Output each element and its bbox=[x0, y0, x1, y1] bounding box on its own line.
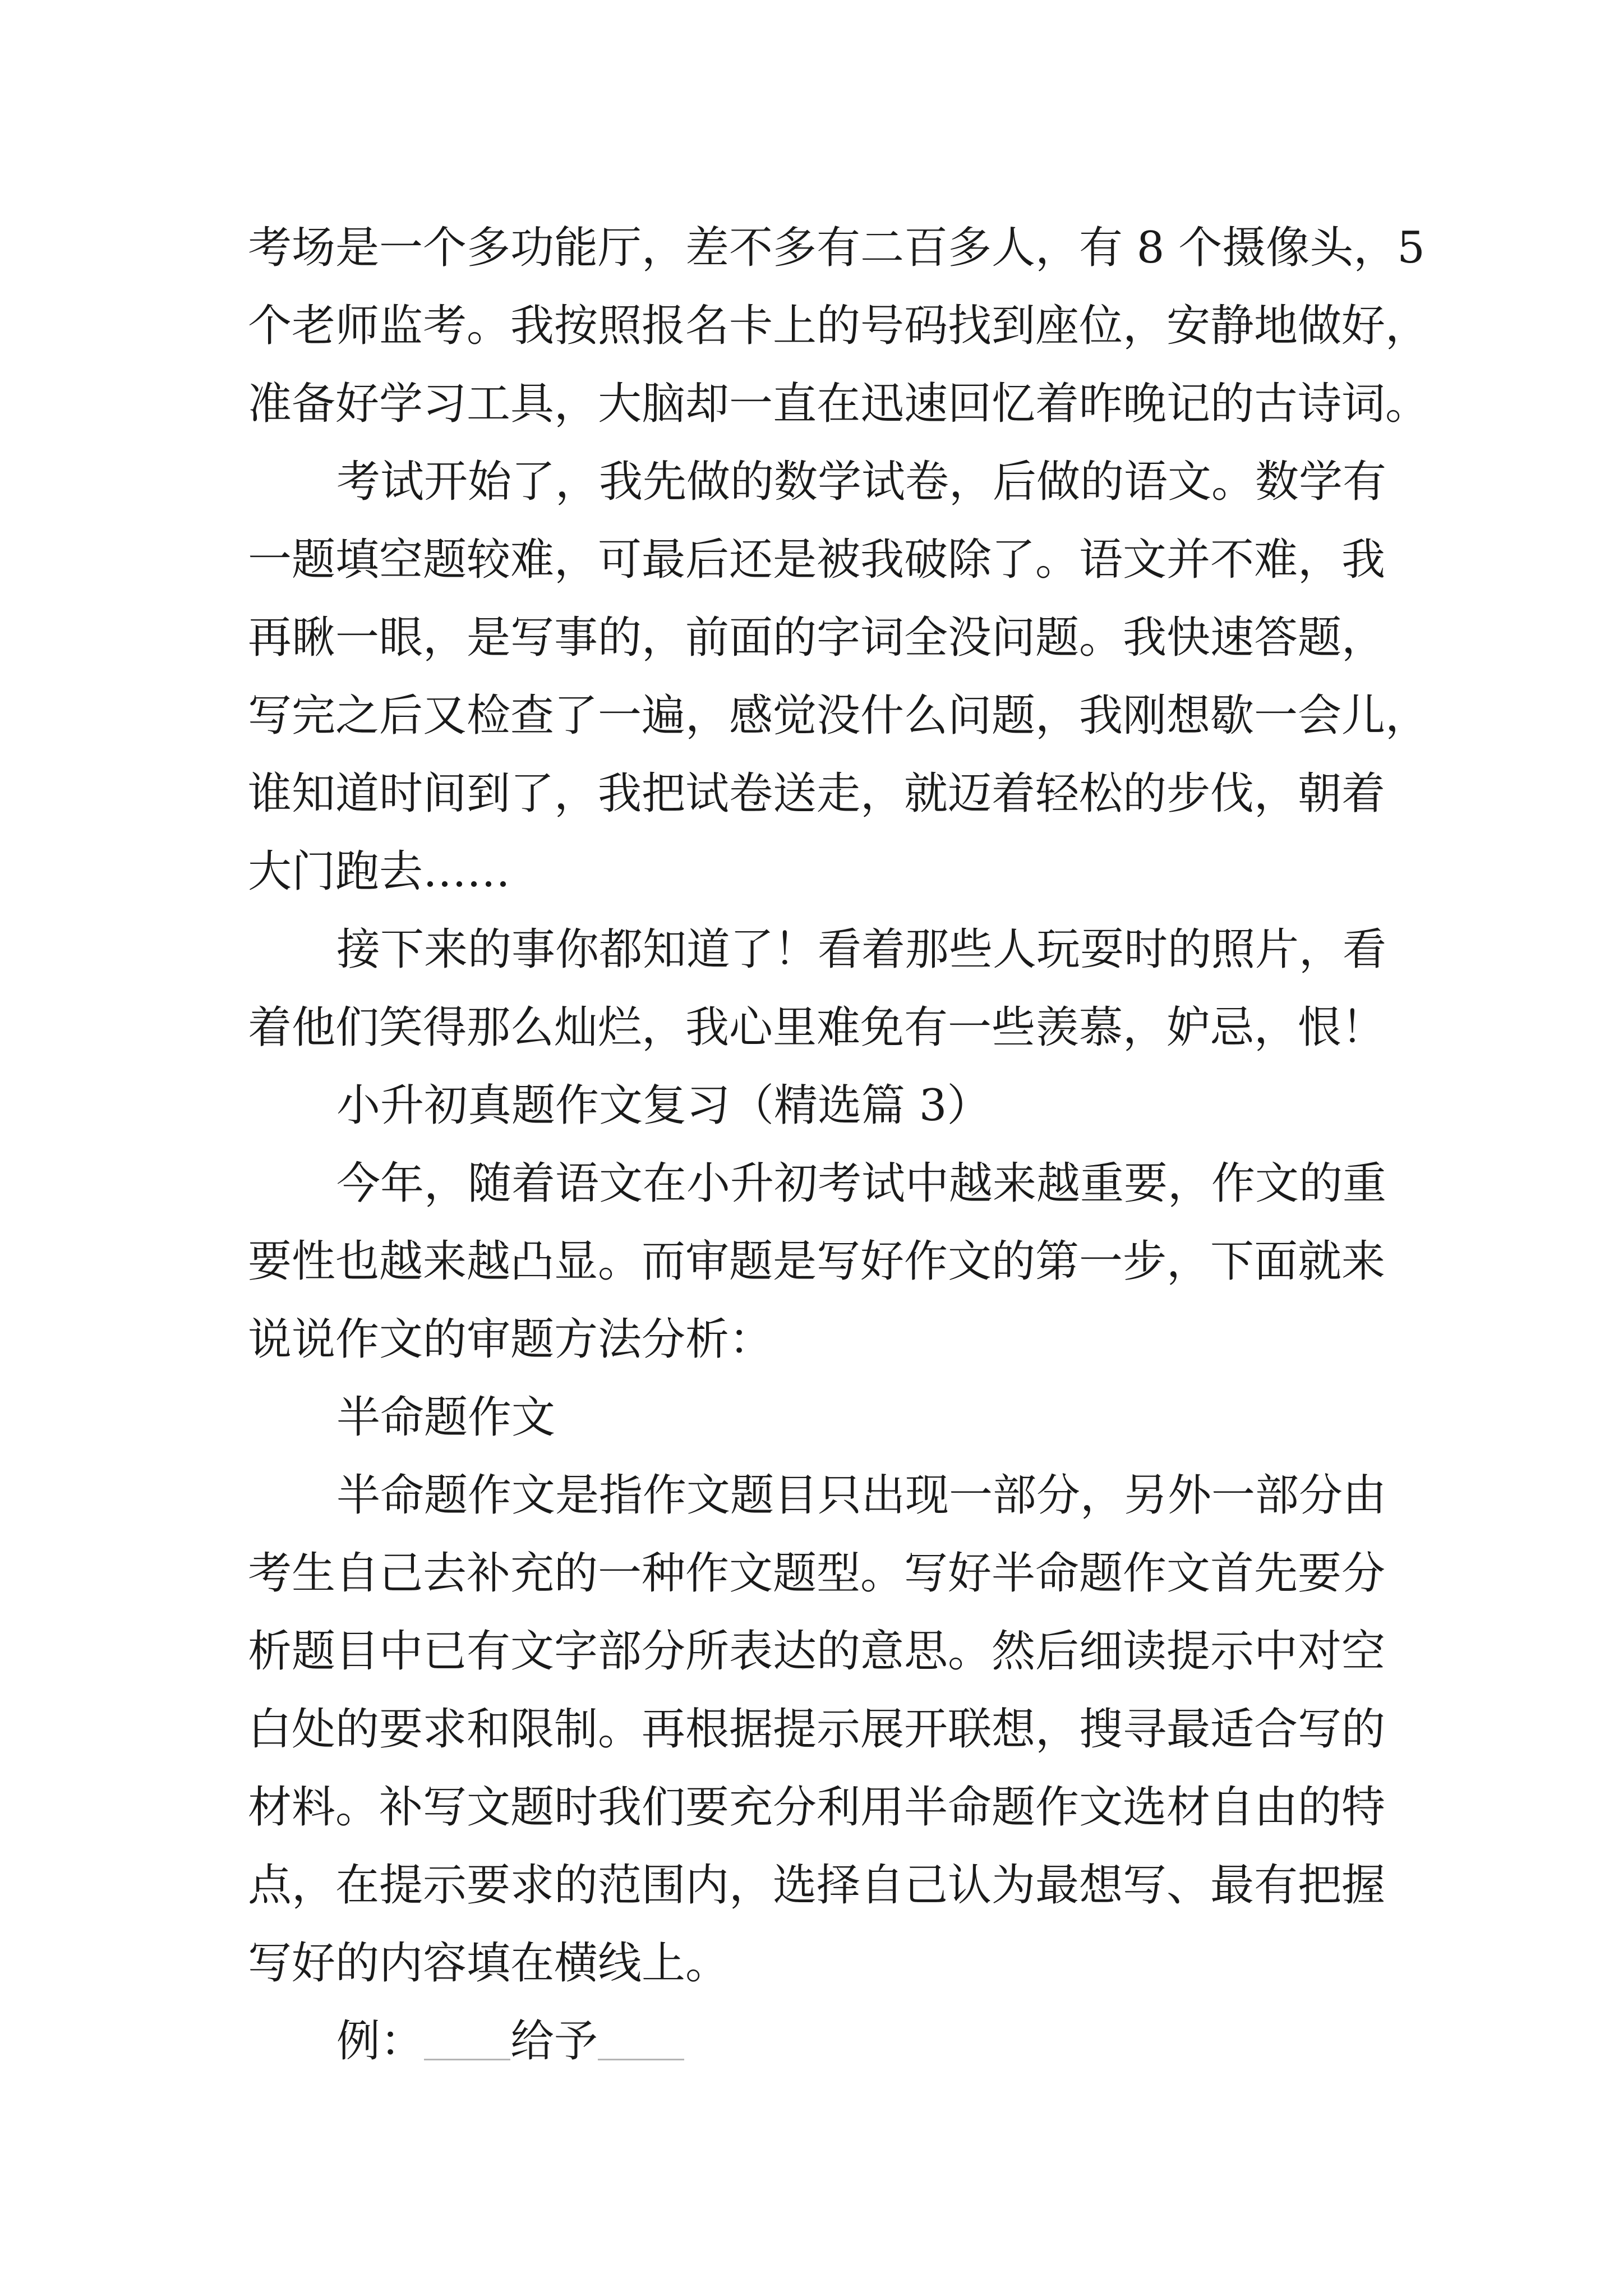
paragraph-line: 考试开始了，我先做的数学试卷，后做的语文。数学有 bbox=[336, 457, 1387, 507]
paragraph-line: 写完之后又检查了一遍，感觉没什么问题，我刚想歇一会儿， bbox=[248, 691, 1430, 741]
paragraph-line: 写好的内容填在横线上。 bbox=[248, 1938, 730, 1989]
paragraph-line: 接下来的事你都知道了！看着那些人玩耍时的照片，看 bbox=[336, 924, 1387, 975]
example-prefix: 例： bbox=[336, 2016, 425, 2067]
paragraph-line: 白处的要求和限制。再根据提示展开联想，搜寻最适合写的 bbox=[248, 1704, 1386, 1755]
paragraph-line: 谁知道时间到了，我把试卷送走，就迈着轻松的步伐，朝着 bbox=[248, 769, 1386, 819]
paragraph-line: 再瞅一眼，是写事的，前面的字词全没问题。我快速答题， bbox=[248, 613, 1386, 663]
paragraph-line: 点，在提示要求的范围内，选择自己认为最想写、最有把握 bbox=[248, 1860, 1386, 1911]
paragraph-line: 一题填空题较难，可最后还是被我破除了。语文并不难，我 bbox=[248, 535, 1386, 585]
paragraph-line: 材料。补写文题时我们要充分利用半命题作文选材自由的特 bbox=[248, 1782, 1386, 1833]
paragraph-line: 考场是一个多功能厅，差不多有二百多人，有 8 个摄像头，5 bbox=[248, 223, 1425, 273]
example-line bbox=[336, 2010, 684, 2072]
section-heading: 小升初真题作文复习（精选篇 3） bbox=[336, 1080, 991, 1131]
paragraph-line: 今年，随着语文在小升初考试中越来越重要，作文的重 bbox=[336, 1158, 1387, 1209]
paragraph-line: 析题目中已有文字部分所表达的意思。然后细读提示中对空 bbox=[248, 1626, 1386, 1677]
paragraph-line: 个老师监考。我按照报名卡上的号码找到座位，安静地做好， bbox=[248, 301, 1430, 351]
paragraph-line: 半命题作文是指作文题目只出现一部分，另外一部分由 bbox=[336, 1470, 1387, 1521]
paragraph-line: 准备好学习工具，大脑却一直在迅速回忆着昨晚记的古诗词。 bbox=[248, 379, 1430, 429]
fill-in-blank bbox=[424, 2015, 510, 2060]
subheading: 半命题作文 bbox=[336, 1392, 556, 1443]
example-middle-text: 给予 bbox=[510, 2016, 598, 2067]
paragraph-line: 大门跑去…… bbox=[248, 846, 511, 897]
paragraph-line: 考生自己去补充的一种作文题型。写好半命题作文首先要分 bbox=[248, 1548, 1386, 1599]
fill-in-blank bbox=[598, 2015, 684, 2060]
paragraph-line: 着他们笑得那么灿烂，我心里难免有一些羡慕，妒忌，恨！ bbox=[248, 1002, 1386, 1053]
paragraph-line: 要性也越来越凸显。而审题是写好作文的第一步，下面就来 bbox=[248, 1236, 1386, 1287]
paragraph-line: 说说作文的审题方法分析： bbox=[248, 1314, 773, 1365]
